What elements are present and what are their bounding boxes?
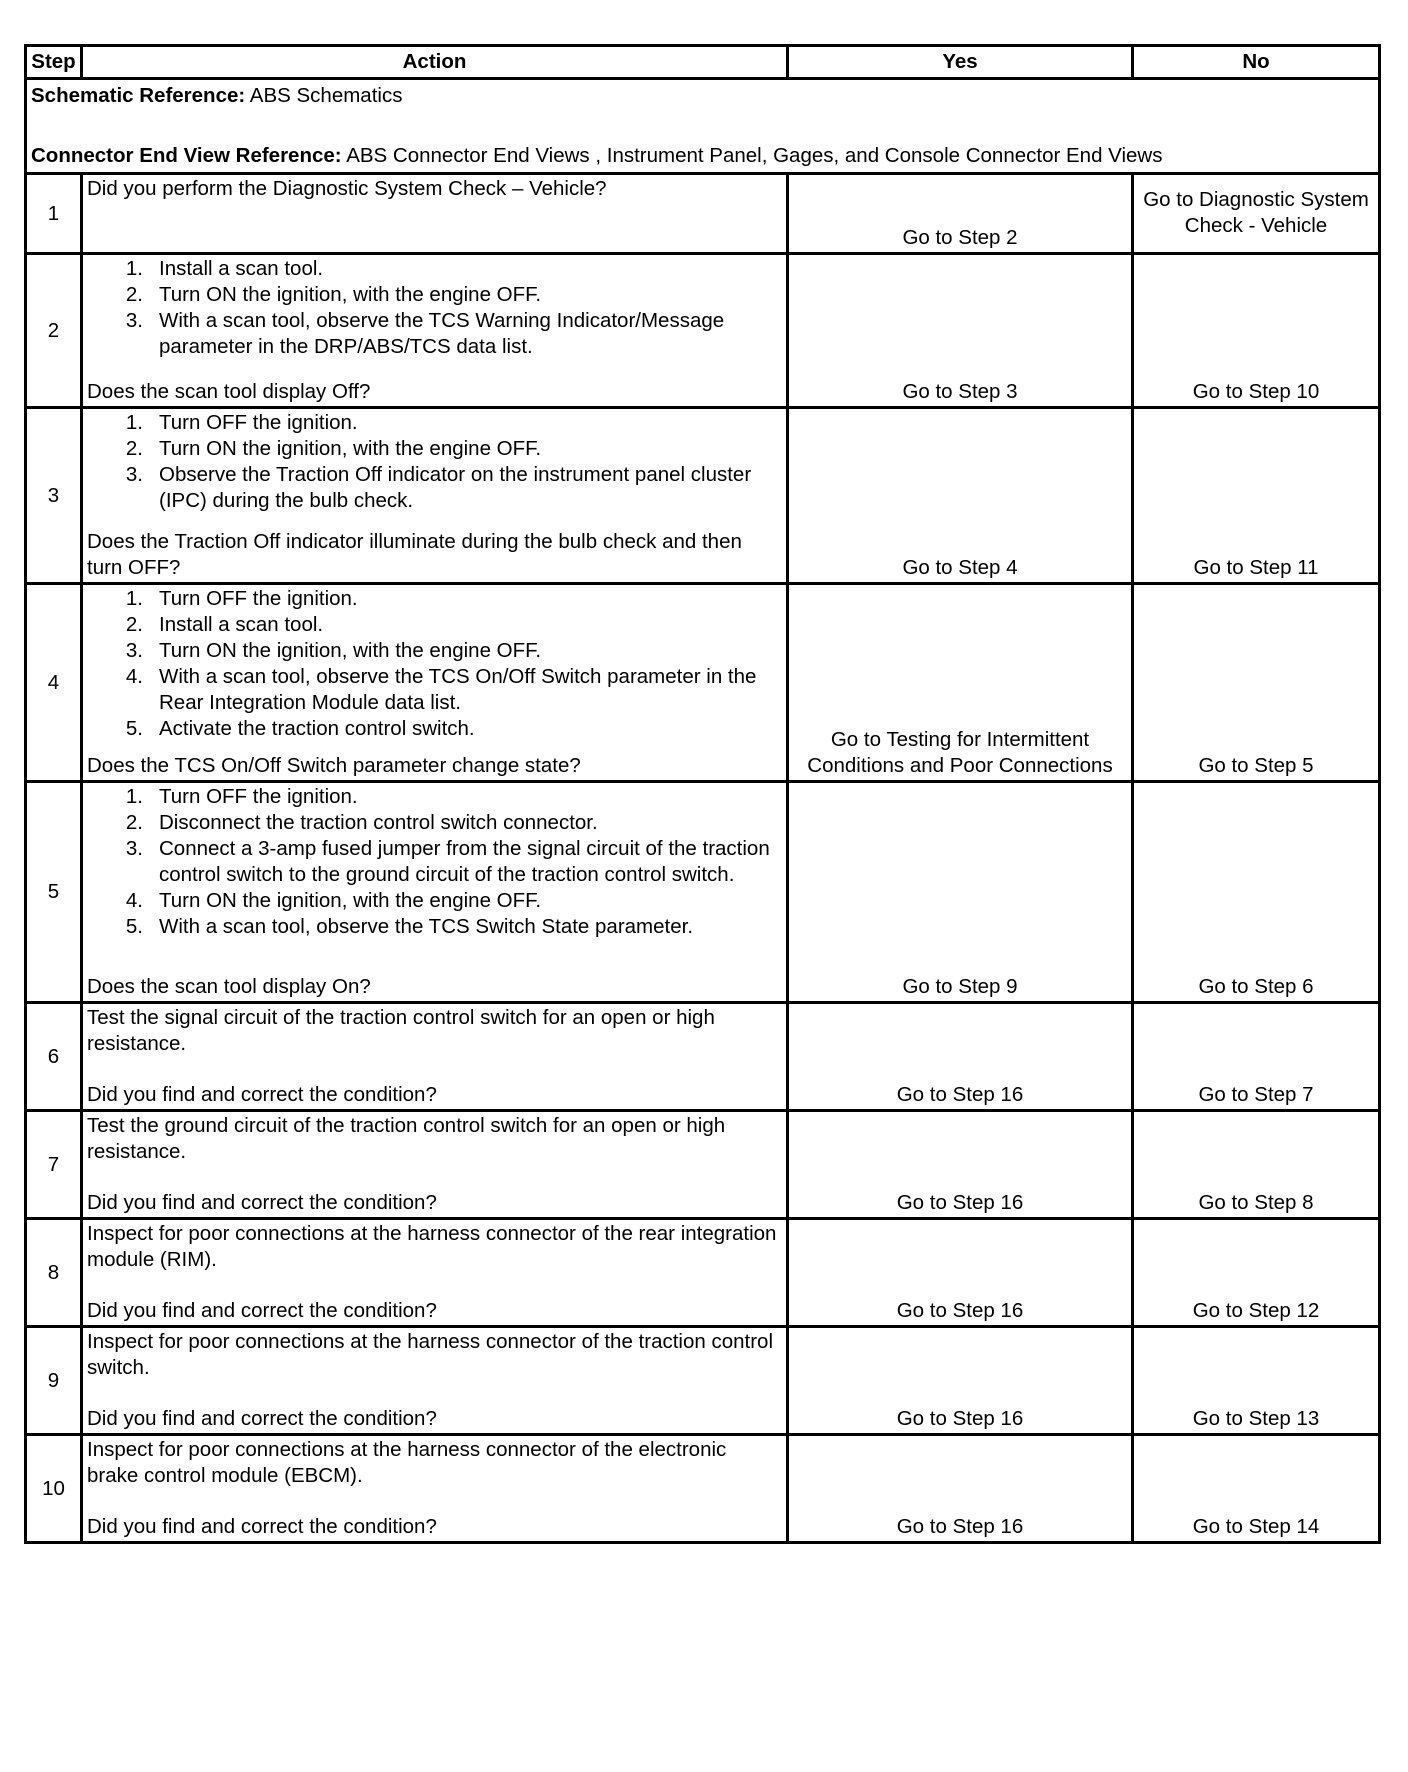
yes-result: Go to Step 16 — [788, 1435, 1133, 1543]
yes-result: Go to Step 3 — [788, 254, 1133, 408]
step-number: 10 — [26, 1435, 82, 1543]
step-row — [26, 584, 1380, 782]
yes-result: Go to Step 16 — [788, 1003, 1133, 1111]
step-row — [26, 1219, 1380, 1327]
action-step-item — [87, 410, 781, 436]
schematic-reference — [31, 83, 1374, 109]
action-steps-list — [87, 410, 781, 514]
action-question: Does the Traction Off indicator illuminate during the bulb check and then turn OFF? — [87, 530, 742, 579]
action-steps-list — [87, 586, 781, 742]
connector-reference — [31, 143, 1374, 169]
action-step-item — [87, 282, 781, 308]
action-step-item — [87, 256, 781, 282]
action-step-text: Disconnect the traction control switch connector. — [159, 811, 598, 834]
no-result: Go to Step 12 — [1133, 1219, 1380, 1327]
action-step-number: 1. — [125, 785, 143, 808]
step-row — [26, 408, 1380, 584]
action-text: Inspect for poor connections at the harness connector of the rear integration module (RIM). — [87, 1222, 777, 1271]
no-result: Go to Step 8 — [1133, 1111, 1380, 1219]
schematic-reference-value: ABS Schematics — [245, 84, 403, 107]
step-row — [26, 1111, 1380, 1219]
action-text: Test the ground circuit of the traction control switch for an open or high resistance. — [87, 1114, 726, 1163]
step-number: 7 — [26, 1111, 82, 1219]
action-step-number: 1. — [125, 257, 143, 280]
action-step-number: 3. — [125, 463, 143, 486]
action-cell — [82, 254, 788, 408]
yes-result: Go to Step 2 — [788, 174, 1133, 254]
action-step-number: 3. — [125, 309, 143, 332]
action-steps-list — [87, 256, 781, 360]
action-step-text: With a scan tool, observe the TCS On/Off Switch parameter in the Rear Integration Module data list. — [159, 665, 757, 714]
action-step-text: Turn ON the ignition, with the engine OFF. — [159, 437, 542, 460]
action-step-number: 5. — [125, 915, 143, 938]
action-step-number: 2. — [125, 613, 143, 636]
action-step-text: Observe the Traction Off indicator on the instrument panel cluster (IPC) during the bulb check. — [159, 463, 752, 512]
action-step-item — [87, 888, 781, 914]
no-result: Go to Step 6 — [1133, 782, 1380, 1003]
step-number: 3 — [26, 408, 82, 584]
action-question: Did you find and correct the condition? — [87, 1407, 437, 1430]
action-cell — [82, 174, 788, 254]
action-step-number: 2. — [125, 283, 143, 306]
action-step-text: Turn OFF the ignition. — [159, 785, 358, 808]
reference-row — [26, 79, 1380, 174]
action-question: Does the scan tool display On? — [87, 975, 371, 998]
action-cell — [82, 1435, 788, 1543]
action-text: Did you perform the Diagnostic System Check – Vehicle? — [87, 177, 607, 200]
step-row — [26, 174, 1380, 254]
action-step-text: Turn OFF the ignition. — [159, 587, 358, 610]
step-row — [26, 782, 1380, 1003]
no-result: Go to Step 11 — [1133, 408, 1380, 584]
step-row — [26, 1003, 1380, 1111]
action-step-item — [87, 462, 781, 514]
action-step-item — [87, 810, 781, 836]
header-row — [26, 46, 1380, 79]
action-step-number: 4. — [125, 665, 143, 688]
action-step-text: With a scan tool, observe the TCS Switch State parameter. — [159, 915, 694, 938]
action-step-text: Turn ON the ignition, with the engine OFF. — [159, 889, 542, 912]
action-question: Did you find and correct the condition? — [87, 1083, 437, 1106]
action-step-item — [87, 638, 781, 664]
no-result: Go to Step 10 — [1133, 254, 1380, 408]
step-number: 5 — [26, 782, 82, 1003]
action-step-number: 3. — [125, 837, 143, 860]
no-result: Go to Step 13 — [1133, 1327, 1380, 1435]
yes-result: Go to Step 16 — [788, 1327, 1133, 1435]
action-step-item — [87, 612, 781, 638]
connector-reference-value: ABS Connector End Views , Instrument Panel, Gages, and Console Connector End Views — [341, 144, 1163, 167]
action-step-item — [87, 308, 781, 360]
reference-cell — [26, 79, 1380, 174]
schematic-reference-label: Schematic Reference: — [31, 84, 246, 107]
step-number: 4 — [26, 584, 82, 782]
step-number: 1 — [26, 174, 82, 254]
action-text: Test the signal circuit of the traction control switch for an open or high resistance. — [87, 1006, 715, 1055]
action-cell — [82, 408, 788, 584]
yes-result: Go to Testing for Intermittent Conditions and Poor Connections — [788, 584, 1133, 782]
action-step-text: Turn ON the ignition, with the engine OFF. — [159, 283, 542, 306]
step-number: 8 — [26, 1219, 82, 1327]
action-steps-list — [87, 784, 781, 940]
step-row — [26, 254, 1380, 408]
diagnostic-table-page — [24, 44, 1378, 1544]
step-row — [26, 1435, 1380, 1543]
action-text: Inspect for poor connections at the harness connector of the electronic brake control module (EBCM). — [87, 1438, 727, 1487]
action-question: Does the scan tool display Off? — [87, 380, 371, 403]
no-result: Go to Step 5 — [1133, 584, 1380, 782]
yes-result: Go to Step 16 — [788, 1219, 1133, 1327]
action-step-text: Turn ON the ignition, with the engine OFF. — [159, 639, 542, 662]
action-question: Did you find and correct the condition? — [87, 1515, 437, 1538]
action-cell — [82, 584, 788, 782]
action-step-text: Install a scan tool. — [159, 613, 324, 636]
yes-result: Go to Step 9 — [788, 782, 1133, 1003]
step-number: 9 — [26, 1327, 82, 1435]
action-step-number: 5. — [125, 717, 143, 740]
action-cell — [82, 1219, 788, 1327]
action-step-number: 2. — [125, 437, 143, 460]
step-number: 6 — [26, 1003, 82, 1111]
action-question: Did you find and correct the condition? — [87, 1191, 437, 1214]
step-row — [26, 1327, 1380, 1435]
action-step-number: 3. — [125, 639, 143, 662]
action-step-item — [87, 664, 781, 716]
action-step-item — [87, 836, 781, 888]
no-result: Go to Diagnostic System Check - Vehicle — [1133, 174, 1380, 254]
action-step-item — [87, 586, 781, 612]
action-step-text: Install a scan tool. — [159, 257, 324, 280]
step-number: 2 — [26, 254, 82, 408]
action-step-number: 1. — [125, 587, 143, 610]
yes-result: Go to Step 16 — [788, 1111, 1133, 1219]
action-cell — [82, 1111, 788, 1219]
no-result: Go to Step 7 — [1133, 1003, 1380, 1111]
action-step-text: Connect a 3-amp fused jumper from the signal circuit of the traction control switch to the ground circuit of the traction control switch. — [159, 837, 770, 886]
action-step-item — [87, 784, 781, 810]
yes-result: Go to Step 4 — [788, 408, 1133, 584]
action-step-number: 2. — [125, 811, 143, 834]
header-action: Action — [82, 46, 788, 79]
diagnostic-table — [24, 44, 1381, 1544]
action-step-number: 1. — [125, 411, 143, 434]
action-cell — [82, 1327, 788, 1435]
action-step-text: Activate the traction control switch. — [159, 717, 475, 740]
action-question: Does the TCS On/Off Switch parameter change state? — [87, 754, 581, 777]
action-step-text: With a scan tool, observe the TCS Warning Indicator/Message parameter in the DRP/ABS/TCS data list. — [159, 309, 725, 358]
action-cell — [82, 782, 788, 1003]
no-result: Go to Step 14 — [1133, 1435, 1380, 1543]
action-step-item — [87, 436, 781, 462]
action-step-item — [87, 716, 781, 742]
action-cell — [82, 1003, 788, 1111]
action-step-item — [87, 914, 781, 940]
action-step-number: 4. — [125, 889, 143, 912]
header-yes: Yes — [788, 46, 1133, 79]
connector-reference-label: Connector End View Reference: — [31, 144, 342, 167]
action-question: Did you find and correct the condition? — [87, 1299, 437, 1322]
action-step-text: Turn OFF the ignition. — [159, 411, 358, 434]
header-no: No — [1133, 46, 1380, 79]
action-text: Inspect for poor connections at the harness connector of the traction control switch. — [87, 1330, 774, 1379]
header-step: Step — [26, 46, 82, 79]
